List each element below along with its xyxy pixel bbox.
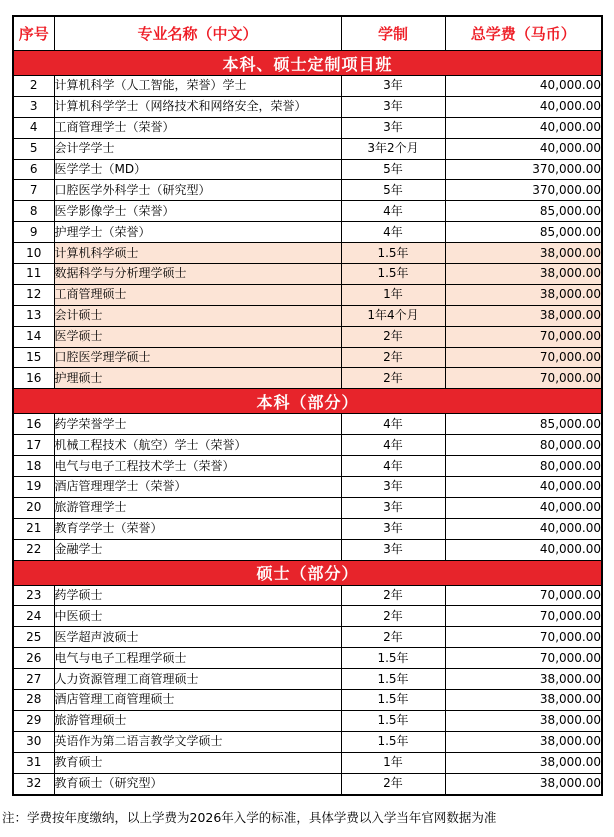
serial-cell: 20 <box>13 497 54 518</box>
fee-cell: 40,000.00 <box>445 518 602 539</box>
fee-cell: 38,000.00 <box>445 773 602 794</box>
serial-cell: 30 <box>13 731 54 752</box>
serial-cell: 13 <box>13 305 54 326</box>
table-row <box>13 138 602 159</box>
program-name-cell: 金融学士 <box>54 539 341 560</box>
serial-cell: 14 <box>13 326 54 347</box>
serial-cell: 11 <box>13 264 54 285</box>
serial-cell: 17 <box>13 435 54 456</box>
table-row <box>13 648 602 669</box>
program-name-cell: 医学超声波硕士 <box>54 627 341 648</box>
table-row <box>13 368 602 389</box>
duration-cell: 2年 <box>341 368 445 389</box>
table-row <box>13 76 602 97</box>
fee-cell: 85,000.00 <box>445 222 602 243</box>
fee-cell: 38,000.00 <box>445 731 602 752</box>
fee-cell: 370,000.00 <box>445 159 602 180</box>
fee-cell: 40,000.00 <box>445 76 602 97</box>
program-name-cell: 口腔医学外科学士（研究型） <box>54 180 341 201</box>
col-header-fee: 总学费（马币） <box>445 16 602 51</box>
table-row <box>13 539 602 560</box>
fee-cell: 38,000.00 <box>445 284 602 305</box>
serial-cell: 19 <box>13 477 54 498</box>
serial-cell: 28 <box>13 690 54 711</box>
fee-cell: 70,000.00 <box>445 585 602 606</box>
duration-cell: 2年 <box>341 627 445 648</box>
duration-cell: 3年 <box>341 497 445 518</box>
header-row <box>13 16 602 51</box>
table-row <box>13 414 602 435</box>
table-header <box>13 16 602 51</box>
duration-cell: 5年 <box>341 180 445 201</box>
fee-cell: 70,000.00 <box>445 606 602 627</box>
duration-cell: 2年 <box>341 585 445 606</box>
serial-cell: 2 <box>13 76 54 97</box>
serial-cell: 15 <box>13 347 54 368</box>
program-name-cell: 教育硕士 <box>54 752 341 773</box>
duration-cell: 3年 <box>341 76 445 97</box>
fee-cell: 38,000.00 <box>445 243 602 264</box>
serial-cell: 29 <box>13 710 54 731</box>
fee-cell: 40,000.00 <box>445 539 602 560</box>
table-row <box>13 96 602 117</box>
duration-cell: 4年 <box>341 222 445 243</box>
serial-cell: 8 <box>13 201 54 222</box>
fee-cell: 40,000.00 <box>445 117 602 138</box>
serial-cell: 16 <box>13 368 54 389</box>
serial-cell: 24 <box>13 606 54 627</box>
serial-cell: 4 <box>13 117 54 138</box>
duration-cell: 3年 <box>341 117 445 138</box>
table-row <box>13 159 602 180</box>
duration-cell: 4年 <box>341 456 445 477</box>
program-name-cell: 医学影像学士（荣誉） <box>54 201 341 222</box>
fee-cell: 70,000.00 <box>445 627 602 648</box>
footnote: 注：学费按年度缴纳，以上学费为2026年入学的标准，具体学费以入学当年官网数据为准 <box>2 810 497 825</box>
fee-cell: 70,000.00 <box>445 368 602 389</box>
table-row <box>13 305 602 326</box>
table-row <box>13 627 602 648</box>
fee-cell: 70,000.00 <box>445 347 602 368</box>
table-body <box>13 51 602 795</box>
fee-cell: 80,000.00 <box>445 456 602 477</box>
fee-cell: 40,000.00 <box>445 477 602 498</box>
fee-cell: 80,000.00 <box>445 435 602 456</box>
fee-cell: 370,000.00 <box>445 180 602 201</box>
serial-cell: 7 <box>13 180 54 201</box>
table-row <box>13 497 602 518</box>
duration-cell: 1.5年 <box>341 669 445 690</box>
duration-cell: 1.5年 <box>341 731 445 752</box>
table-row <box>13 222 602 243</box>
serial-cell: 18 <box>13 456 54 477</box>
program-name-cell: 酒店管理工商管理硕士 <box>54 690 341 711</box>
program-name-cell: 中医硕士 <box>54 606 341 627</box>
fee-cell: 38,000.00 <box>445 710 602 731</box>
program-name-cell: 电气与电子工程技术学士（荣誉） <box>54 456 341 477</box>
duration-cell: 1.5年 <box>341 710 445 731</box>
serial-cell: 3 <box>13 96 54 117</box>
table-row <box>13 284 602 305</box>
serial-cell: 5 <box>13 138 54 159</box>
program-name-cell: 教育硕士（研究型） <box>54 773 341 794</box>
serial-cell: 12 <box>13 284 54 305</box>
table-row <box>13 773 602 794</box>
section-title: 本科（部分） <box>13 389 602 414</box>
table-row <box>13 347 602 368</box>
program-name-cell: 护理学士（荣誉） <box>54 222 341 243</box>
serial-cell: 10 <box>13 243 54 264</box>
table-row <box>13 585 602 606</box>
duration-cell: 4年 <box>341 414 445 435</box>
serial-cell: 25 <box>13 627 54 648</box>
fee-cell: 40,000.00 <box>445 138 602 159</box>
col-header-duration: 学制 <box>341 16 445 51</box>
program-name-cell: 数据科学与分析理学硕士 <box>54 264 341 285</box>
table-row <box>13 518 602 539</box>
program-name-cell: 工商管理硕士 <box>54 284 341 305</box>
program-name-cell: 计算机科学（人工智能，荣誉）学士 <box>54 76 341 97</box>
fee-cell: 70,000.00 <box>445 648 602 669</box>
fee-cell: 70,000.00 <box>445 326 602 347</box>
table-row <box>13 180 602 201</box>
fee-cell: 38,000.00 <box>445 305 602 326</box>
col-header-serial: 序号 <box>13 16 54 51</box>
program-name-cell: 会计学学士 <box>54 138 341 159</box>
duration-cell: 3年 <box>341 96 445 117</box>
duration-cell: 3年 <box>341 518 445 539</box>
serial-cell: 21 <box>13 518 54 539</box>
table-row <box>13 117 602 138</box>
duration-cell: 4年 <box>341 435 445 456</box>
program-name-cell: 教育学学士（荣誉） <box>54 518 341 539</box>
duration-cell: 1年 <box>341 284 445 305</box>
serial-cell: 6 <box>13 159 54 180</box>
serial-cell: 22 <box>13 539 54 560</box>
duration-cell: 1.5年 <box>341 648 445 669</box>
serial-cell: 9 <box>13 222 54 243</box>
program-name-cell: 旅游管理学士 <box>54 497 341 518</box>
table-row <box>13 456 602 477</box>
serial-cell: 16 <box>13 414 54 435</box>
table-row <box>13 243 602 264</box>
duration-cell: 2年 <box>341 347 445 368</box>
table-row <box>13 435 602 456</box>
program-name-cell: 工商管理学士（荣誉） <box>54 117 341 138</box>
program-name-cell: 药学硕士 <box>54 585 341 606</box>
section-header-row <box>13 389 602 414</box>
program-name-cell: 电气与电子工程理学硕士 <box>54 648 341 669</box>
duration-cell: 2年 <box>341 773 445 794</box>
program-name-cell: 医学学士（MD） <box>54 159 341 180</box>
table-row <box>13 690 602 711</box>
program-name-cell: 人力资源管理工商管理硕士 <box>54 669 341 690</box>
program-name-cell: 会计硕士 <box>54 305 341 326</box>
duration-cell: 1.5年 <box>341 264 445 285</box>
program-name-cell: 护理硕士 <box>54 368 341 389</box>
serial-cell: 27 <box>13 669 54 690</box>
table-row <box>13 669 602 690</box>
duration-cell: 1.5年 <box>341 690 445 711</box>
duration-cell: 2年 <box>341 326 445 347</box>
table-row <box>13 201 602 222</box>
serial-cell: 23 <box>13 585 54 606</box>
program-name-cell: 英语作为第二语言教学文学硕士 <box>54 731 341 752</box>
fee-cell: 38,000.00 <box>445 690 602 711</box>
section-title: 硕士（部分） <box>13 560 602 585</box>
table-row <box>13 606 602 627</box>
duration-cell: 3年 <box>341 477 445 498</box>
table-row <box>13 477 602 498</box>
serial-cell: 31 <box>13 752 54 773</box>
program-name-cell: 计算机科学学士（网络技术和网络安全，荣誉） <box>54 96 341 117</box>
table-row <box>13 326 602 347</box>
table-row <box>13 752 602 773</box>
table-row <box>13 264 602 285</box>
section-header-row <box>13 51 602 76</box>
duration-cell: 1年4个月 <box>341 305 445 326</box>
fee-cell: 38,000.00 <box>445 752 602 773</box>
program-name-cell: 口腔医学理学硕士 <box>54 347 341 368</box>
fee-cell: 38,000.00 <box>445 669 602 690</box>
fee-cell: 40,000.00 <box>445 96 602 117</box>
serial-cell: 26 <box>13 648 54 669</box>
duration-cell: 2年 <box>341 606 445 627</box>
duration-cell: 5年 <box>341 159 445 180</box>
duration-cell: 4年 <box>341 201 445 222</box>
program-name-cell: 药学荣誉学士 <box>54 414 341 435</box>
section-title: 本科、硕士定制项目班 <box>13 51 602 76</box>
fee-cell: 85,000.00 <box>445 201 602 222</box>
program-name-cell: 机械工程技术（航空）学士（荣誉） <box>54 435 341 456</box>
section-header-row <box>13 560 602 585</box>
program-name-cell: 医学硕士 <box>54 326 341 347</box>
fee-cell: 85,000.00 <box>445 414 602 435</box>
program-name-cell: 旅游管理硕士 <box>54 710 341 731</box>
tuition-table <box>12 15 603 796</box>
fee-cell: 40,000.00 <box>445 497 602 518</box>
table-row <box>13 731 602 752</box>
duration-cell: 1年 <box>341 752 445 773</box>
serial-cell: 32 <box>13 773 54 794</box>
fee-cell: 38,000.00 <box>445 264 602 285</box>
duration-cell: 3年2个月 <box>341 138 445 159</box>
col-header-program: 专业名称（中文） <box>54 16 341 51</box>
program-name-cell: 计算机科学硕士 <box>54 243 341 264</box>
duration-cell: 3年 <box>341 539 445 560</box>
program-name-cell: 酒店管理理学士（荣誉） <box>54 477 341 498</box>
duration-cell: 1.5年 <box>341 243 445 264</box>
table-row <box>13 710 602 731</box>
